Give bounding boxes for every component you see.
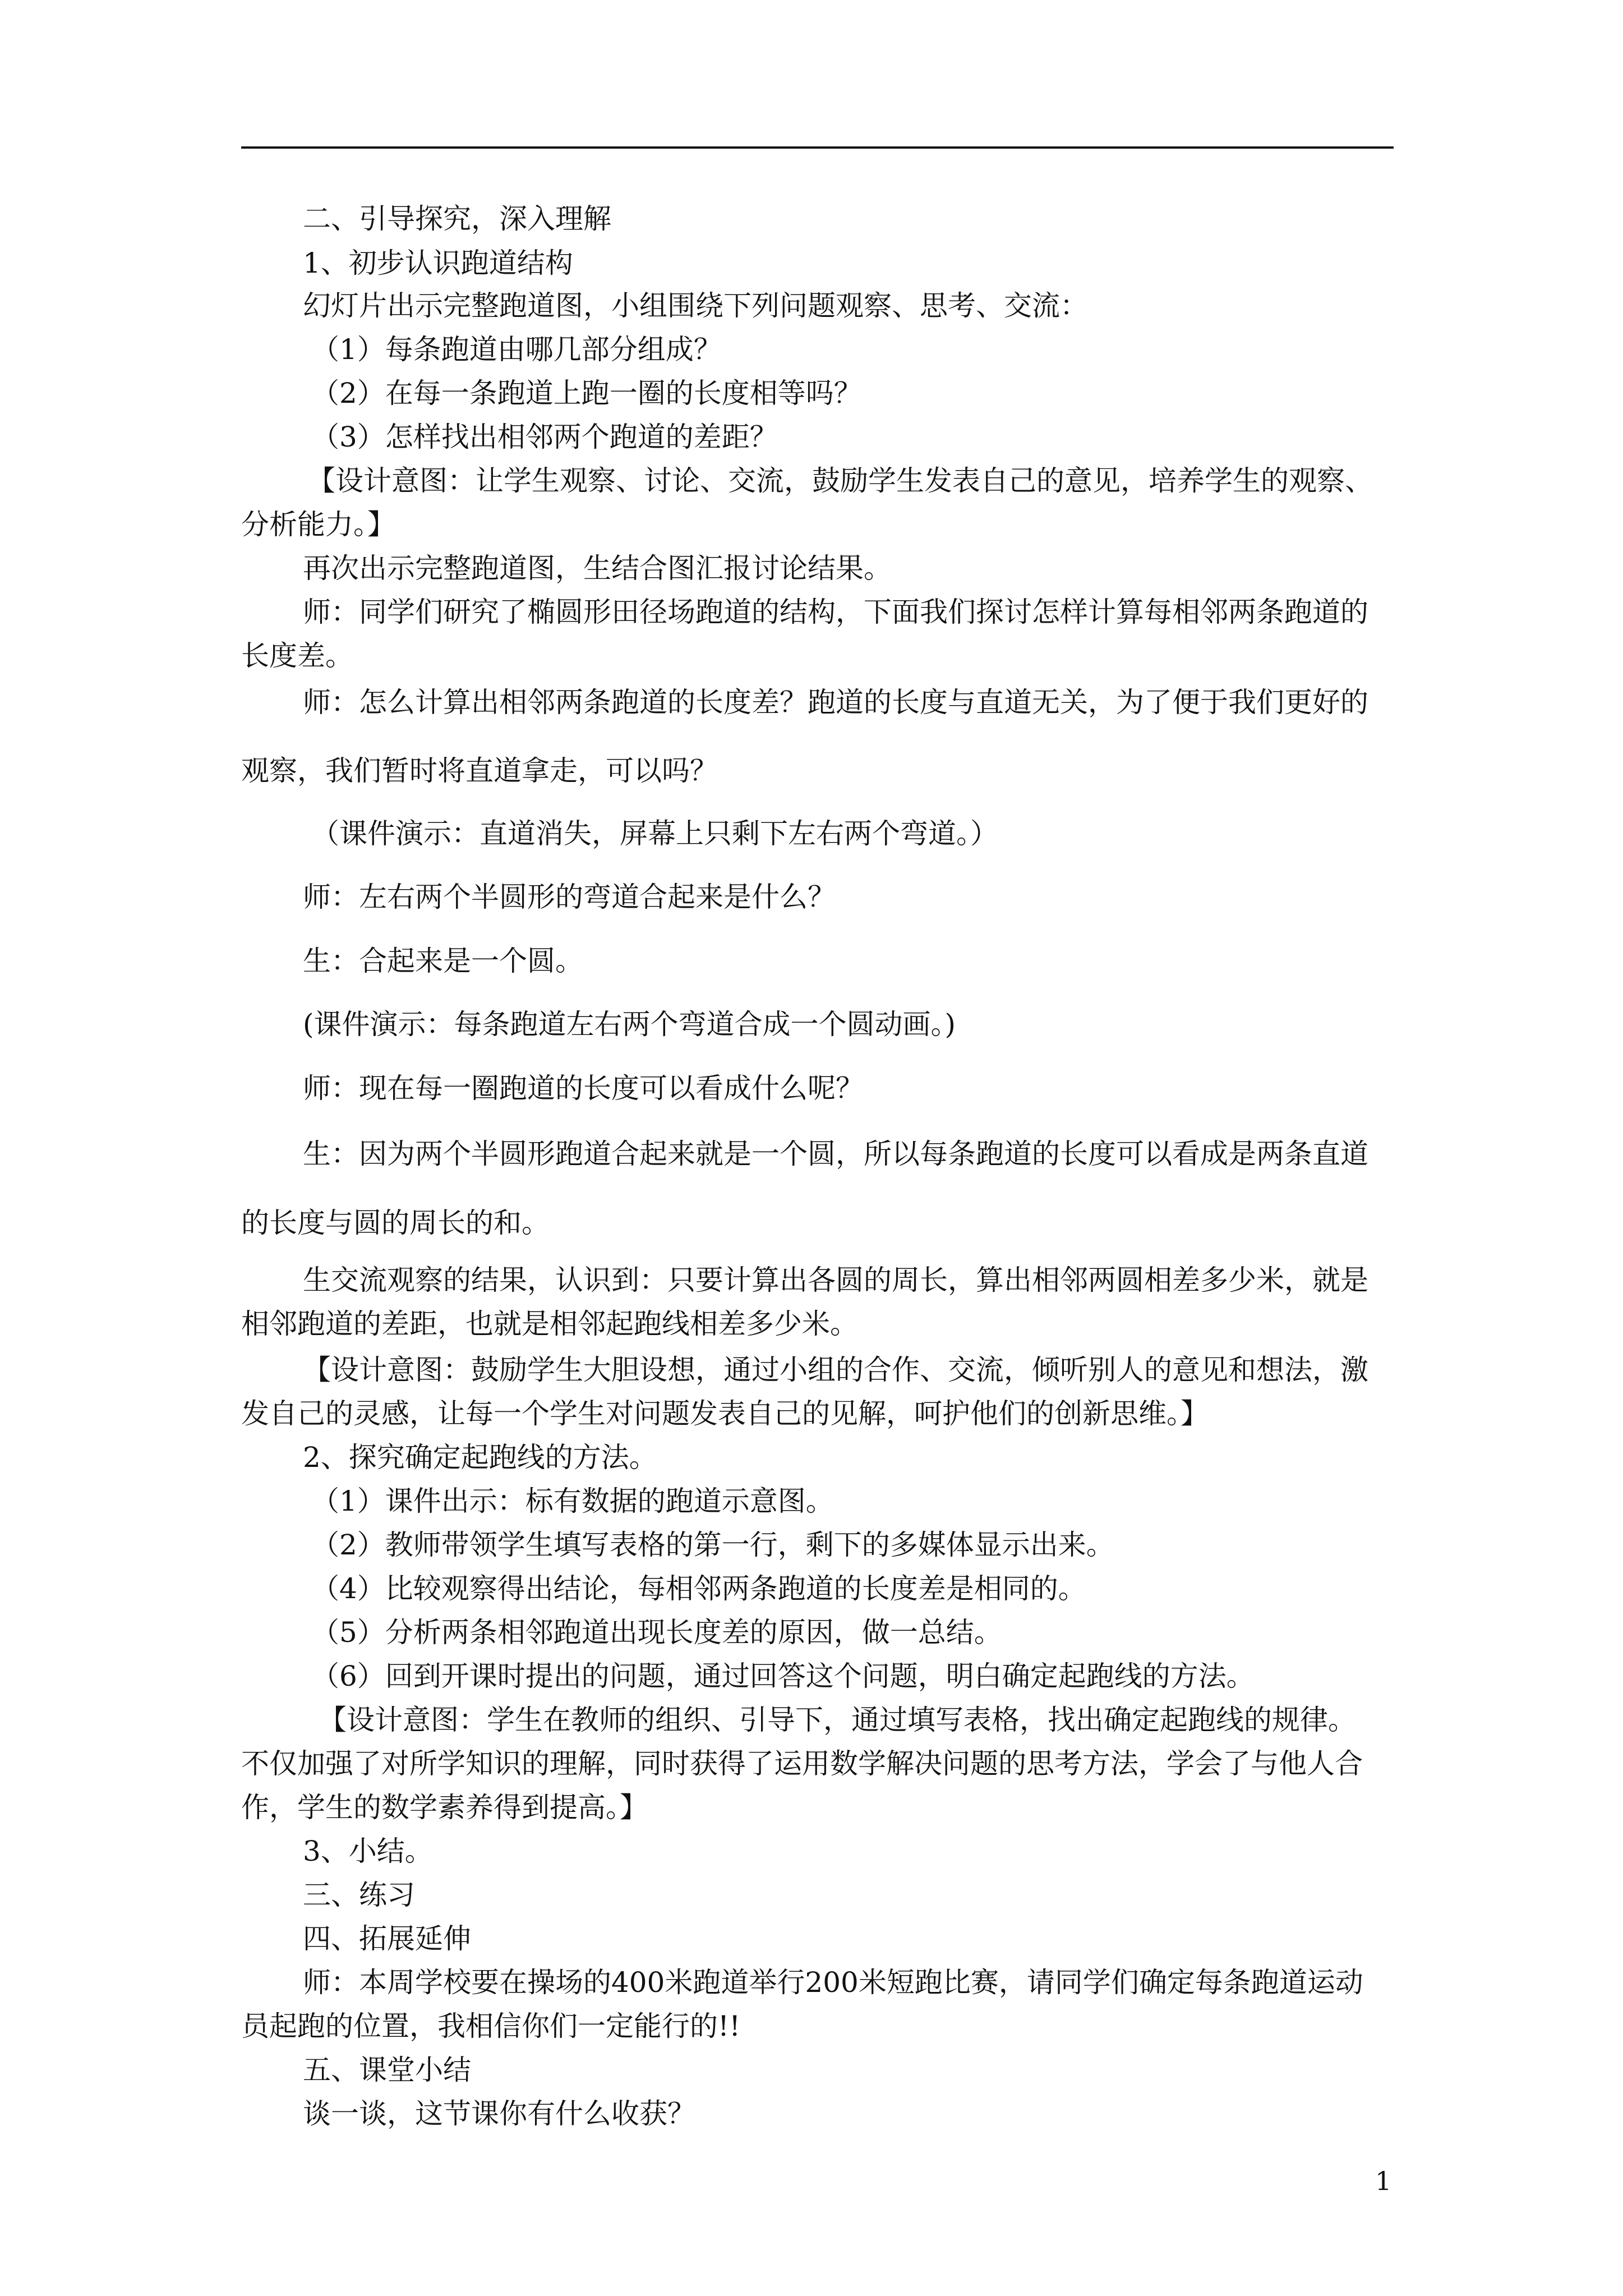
section-heading: 二、引导探究，深入理解 [303,203,611,235]
section-heading: 三、练习 [303,1879,415,1911]
dialogue-line: 生：合起来是一个圆。 [303,945,583,977]
question-item: （3）怎样找出相邻两个跑道的差距？ [311,421,778,453]
header-rule [241,146,1394,149]
page-number: 1 [1375,2166,1392,2196]
paragraph-line: 相邻跑道的差距，也就是相邻起跑线相差多少米。 [241,1308,858,1340]
dialogue-line: 长度差。 [241,639,353,672]
dialogue-line: 观察，我们暂时将直道拿走，可以吗？ [241,754,718,787]
step-item: （6）回到开课时提出的问题，通过回答这个问题，明白确定起跑线的方法。 [311,1660,1255,1692]
section-heading: 四、拓展延伸 [303,1922,471,1955]
step-item: （4）比较观察得出结论，每相邻两条跑道的长度差是相同的。 [311,1572,1086,1605]
question-item: （1）每条跑道由哪几部分组成？ [311,333,722,366]
design-intent-note: 【设计意图：让学生观察、讨论、交流，鼓励学生发表自己的意见，培养学生的观察、 [307,464,1373,497]
courseware-note: (课件演示：每条跑道左右两个弯道合成一个圆动画。) [303,1008,956,1041]
dialogue-line: 师：现在每一圈跑道的长度可以看成什么呢？ [303,1072,864,1105]
section-heading: 五、课堂小结 [303,2054,471,2086]
subsection-heading: 1、初步认识跑道结构 [303,247,573,279]
question-item: （2）在每一条跑道上跑一圈的长度相等吗？ [311,377,862,409]
design-intent-note: 分析能力。】 [241,508,395,541]
subsection-heading: 2、探究确定起跑线的方法。 [303,1441,657,1474]
design-intent-note: 作，学生的数学素养得到提高。】 [241,1791,648,1824]
paragraph-line: 再次出示完整跑道图，生结合图汇报讨论结果。 [303,552,892,585]
subsection-heading: 3、小结。 [303,1835,433,1867]
dialogue-line: 的长度与圆的周长的和。 [241,1207,550,1239]
design-intent-note: 【设计意图：鼓励学生大胆设想，通过小组的合作、交流，倾听别人的意见和想法，激 [303,1354,1368,1386]
paragraph-line: 幻灯片出示完整跑道图，小组围绕下列问题观察、思考、交流： [303,289,1088,322]
paragraph-line: 生交流观察的结果，认识到：只要计算出各圆的周长，算出相邻两圆相差多少米，就是 [303,1264,1368,1296]
design-intent-note: 不仅加强了对所学知识的理解，同时获得了运用数学解决问题的思考方法，学会了与他人合 [241,1747,1363,1780]
step-item: （5）分析两条相邻跑道出现长度差的原因，做一总结。 [311,1616,1002,1649]
paragraph-line: 谈一谈，这节课你有什么收获？ [303,2097,695,2130]
step-item: （2）教师带领学生填写表格的第一行，剩下的多媒体显示出来。 [311,1529,1114,1561]
dialogue-line: 师：同学们研究了椭圆形田径场跑道的结构，下面我们探讨怎样计算每相邻两条跑道的 [303,596,1368,628]
dialogue-line: 师：左右两个半圆形的弯道合起来是什么？ [303,881,836,913]
step-item: （1）课件出示：标有数据的跑道示意图。 [311,1485,834,1517]
courseware-note: （课件演示：直道消失，屏幕上只剩下左右两个弯道。） [311,817,998,850]
design-intent-note: 【设计意图：学生在教师的组织、引导下，通过填写表格，找出确定起跑线的规律。 [319,1704,1356,1736]
design-intent-note: 发自己的灵感，让每一个学生对问题发表自己的见解，呵护他们的创新思维。】 [241,1397,1209,1430]
dialogue-line: 师：本周学校要在操场的400米跑道举行200米短跑比赛，请同学们确定每条跑道运动 [303,1966,1363,1999]
dialogue-line: 师：怎么计算出相邻两条跑道的长度差？跑道的长度与直道无关，为了便于我们更好的 [303,686,1368,719]
dialogue-line: 员起跑的位置，我相信你们一定能行的!! [241,2010,741,2042]
dialogue-line: 生：因为两个半圆形跑道合起来就是一个圆，所以每条跑道的长度可以看成是两条直道 [303,1138,1368,1170]
